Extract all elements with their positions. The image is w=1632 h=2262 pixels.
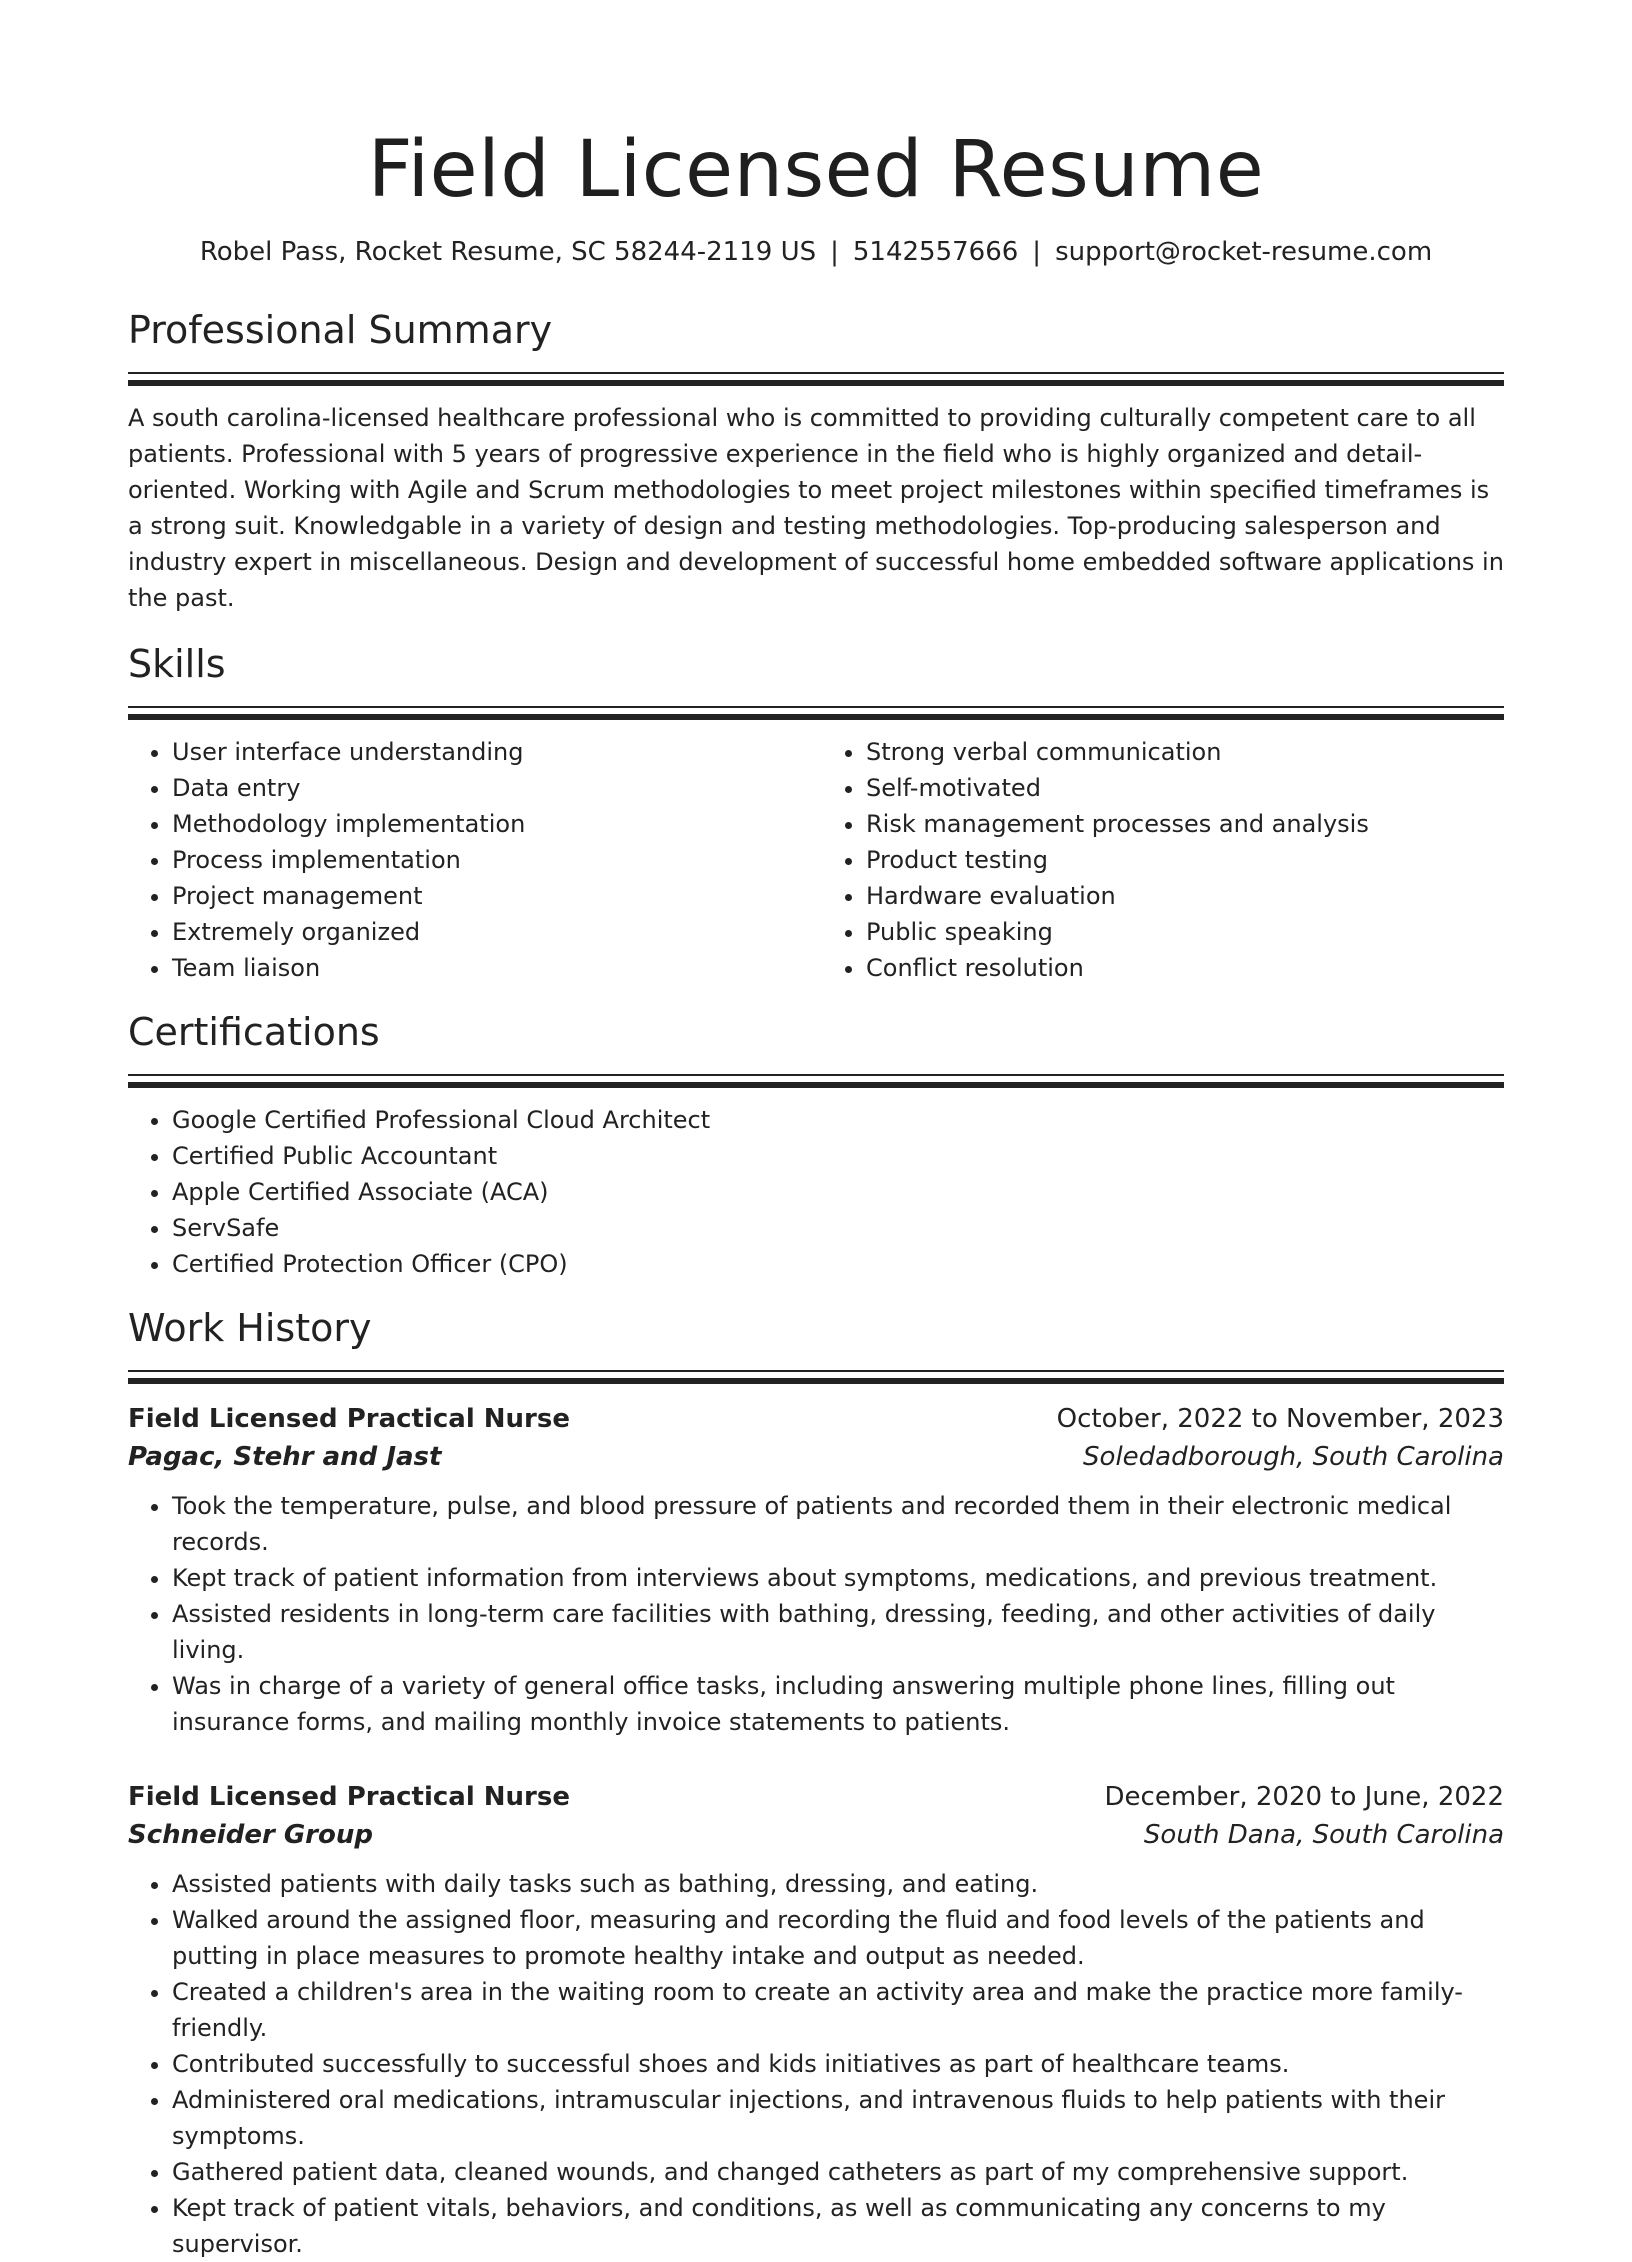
- list-item: • Administered oral medications, intramuscular injections, and intravenous fluids to help patients with their symptoms.: [172, 2082, 1504, 2154]
- job-title: Field Licensed Practical Nurse: [128, 1782, 570, 1812]
- skills-list-left: [128, 734, 816, 986]
- list-item: • Process implementation: [172, 842, 816, 878]
- job-entry: [128, 1778, 1504, 2262]
- job-entry: [128, 1400, 1504, 1740]
- section-divider-thin: [128, 1074, 1504, 1076]
- contact-address: Robel Pass, Rocket Resume, SC 58244-2119 US: [199, 237, 817, 267]
- list-item: • Certified Protection Officer (CPO): [172, 1246, 1504, 1282]
- list-item: • Google Certified Professional Cloud Architect: [172, 1102, 1504, 1138]
- list-item: • Took the temperature, pulse, and blood pressure of patients and recorded them in their electronic medical records.: [172, 1488, 1504, 1560]
- job-company-row: [128, 1438, 1504, 1476]
- list-item: • Kept track of patient vitals, behaviors, and conditions, as well as communicating any concerns to my supervisor.: [172, 2190, 1504, 2262]
- list-item: • Walked around the assigned floor, measuring and recording the fluid and food levels of the patients and putting in place measures to promote healthy intake and output as needed.: [172, 1902, 1504, 1974]
- job-location: South Dana, South Carolina: [1143, 1820, 1504, 1850]
- resume-page: [128, 120, 1504, 2262]
- summary-text: A south carolina-licensed healthcare professional who is committed to providing culturally competent care to all patients. Professional with 5 years of progressive experience in the field who is highly organized and detail-oriented. Working with Agile and Scrum methodologies to meet project milestones within specified timeframes is a strong suit. Knowledgable in a variety of design and testing methodologies. Top-producing salesperson and industry expert in miscellaneous. Design and development of successful home embedded software applications in the past.: [128, 404, 1504, 612]
- contact-separator: |: [830, 237, 839, 267]
- list-item: • ServSafe: [172, 1210, 1504, 1246]
- list-item: • Strong verbal communication: [866, 734, 1504, 770]
- list-item: • Data entry: [172, 770, 816, 806]
- skills-grid: [128, 720, 1504, 986]
- list-item: • Self-motivated: [866, 770, 1504, 806]
- job-bullets: [128, 1866, 1504, 2262]
- list-item: • Methodology implementation: [172, 806, 816, 842]
- job-dates: December, 2020 to June, 2022: [1104, 1782, 1504, 1812]
- section-heading: Certifications: [128, 1010, 380, 1054]
- list-item: • User interface understanding: [172, 734, 816, 770]
- list-item: • Gathered patient data, cleaned wounds, and changed catheters as part of my comprehensive support.: [172, 2154, 1504, 2190]
- list-item: • Kept track of patient information from interviews about symptoms, medications, and previous treatment.: [172, 1560, 1504, 1596]
- job-title: Field Licensed Practical Nurse: [128, 1404, 570, 1434]
- section-heading: Work History: [128, 1306, 372, 1350]
- contact-email: support@rocket-resume.com: [1055, 237, 1433, 267]
- section-divider-thin: [128, 1370, 1504, 1372]
- job-company: Pagac, Stehr and Jast: [128, 1442, 442, 1472]
- list-item: • Project management: [172, 878, 816, 914]
- list-item: • Assisted patients with daily tasks such as bathing, dressing, and eating.: [172, 1866, 1504, 1902]
- certifications-section: [128, 1008, 1504, 1282]
- professional-summary-section: [128, 306, 1504, 616]
- list-item: • Created a children's area in the waiting room to create an activity area and make the practice more family-friendly.: [172, 1974, 1504, 2046]
- job-header-row: [128, 1778, 1504, 1816]
- list-item: • Team liaison: [172, 950, 816, 986]
- job-dates: October, 2022 to November, 2023: [1056, 1404, 1504, 1434]
- work-history-section: [128, 1304, 1504, 2262]
- job-company-row: [128, 1816, 1504, 1854]
- skills-list-right: [816, 734, 1504, 986]
- job-location: Soledadborough, South Carolina: [1083, 1442, 1504, 1472]
- job-bullets: [128, 1488, 1504, 1740]
- list-item: • Product testing: [866, 842, 1504, 878]
- job-header-row: [128, 1400, 1504, 1438]
- contact-separator: |: [1032, 237, 1042, 267]
- resume-title: Field Licensed Resume: [367, 125, 1265, 215]
- section-divider-thick: [128, 1378, 1504, 1384]
- list-item: • Hardware evaluation: [866, 878, 1504, 914]
- list-item: • Risk management processes and analysis: [866, 806, 1504, 842]
- list-item: • Was in charge of a variety of general office tasks, including answering multiple phone lines, filling out insurance forms, and mailing monthly invoice statements to patients.: [172, 1668, 1504, 1740]
- contact-phone: 5142557666: [852, 237, 1019, 267]
- certifications-list: [128, 1102, 1504, 1282]
- list-item: • Assisted residents in long-term care facilities with bathing, dressing, feeding, and other activities of daily living.: [172, 1596, 1504, 1668]
- section-divider-thin: [128, 706, 1504, 708]
- list-item: • Conflict resolution: [866, 950, 1504, 986]
- section-divider-thin: [128, 372, 1504, 374]
- section-divider-thick: [128, 1082, 1504, 1088]
- skills-section: [128, 640, 1504, 986]
- contact-line: [128, 234, 1504, 270]
- job-company: Schneider Group: [128, 1820, 373, 1850]
- list-item: • Apple Certified Associate (ACA): [172, 1174, 1504, 1210]
- section-heading: Professional Summary: [128, 308, 553, 352]
- section-divider-thick: [128, 380, 1504, 386]
- list-item: • Contributed successfully to successful shoes and kids initiatives as part of healthcare teams.: [172, 2046, 1504, 2082]
- list-item: • Public speaking: [866, 914, 1504, 950]
- section-heading: Skills: [128, 642, 226, 686]
- list-item: • Certified Public Accountant: [172, 1138, 1504, 1174]
- list-item: • Extremely organized: [172, 914, 816, 950]
